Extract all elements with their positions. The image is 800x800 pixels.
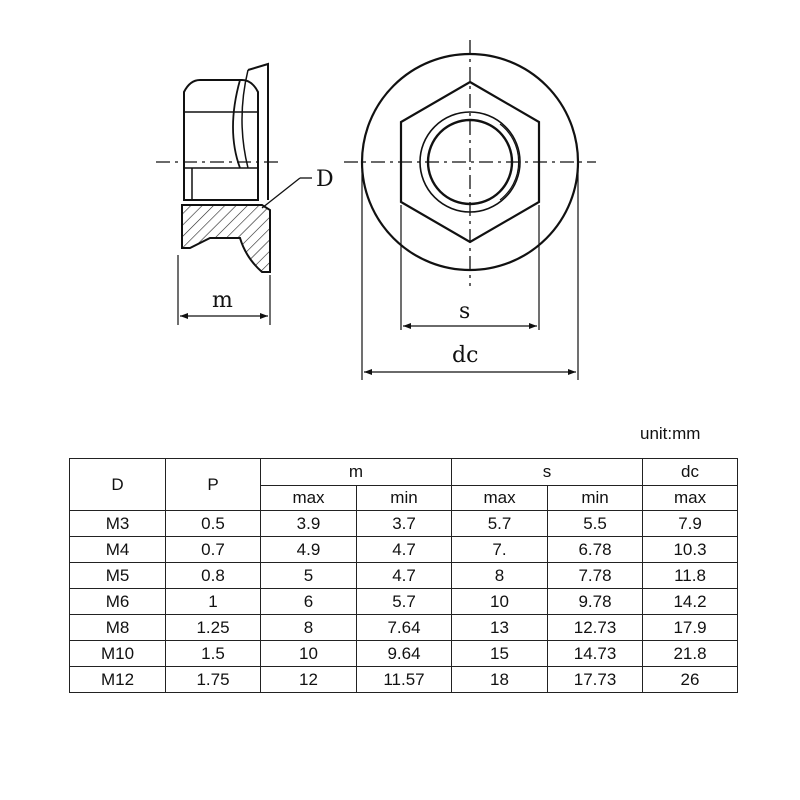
cell-dc-max: 10.3 [643,537,738,563]
cell-m-min: 4.7 [357,537,452,563]
cell-P: 0.8 [166,563,261,589]
header-s: s [452,459,643,486]
header-m-max: max [261,486,357,511]
table-row [70,641,738,667]
cell-P: 1.25 [166,615,261,641]
cell-D: M10 [70,641,166,667]
cell-dc-max: 11.8 [643,563,738,589]
cell-m-min: 7.64 [357,615,452,641]
label-dc: dc [452,343,479,368]
cell-m-max: 8 [261,615,357,641]
cell-dc-max: 14.2 [643,589,738,615]
header-D: D [70,459,166,511]
front-view [344,40,596,380]
cell-s-min: 12.73 [548,615,643,641]
side-view [156,64,312,325]
cell-D: M6 [70,589,166,615]
cell-m-min: 4.7 [357,563,452,589]
table-row [70,511,738,537]
cell-s-min: 14.73 [548,641,643,667]
cell-s-min: 17.73 [548,667,643,693]
cell-m-max: 3.9 [261,511,357,537]
cell-dc-max: 7.9 [643,511,738,537]
cell-dc-max: 17.9 [643,615,738,641]
unit-label: unit:mm [640,424,701,443]
cell-dc-max: 21.8 [643,641,738,667]
cell-s-max: 15 [452,641,548,667]
cell-s-max: 7. [452,537,548,563]
spec-table [69,458,738,693]
cell-m-max: 10 [261,641,357,667]
cell-m-max: 4.9 [261,537,357,563]
cell-s-min: 7.78 [548,563,643,589]
header-P: P [166,459,261,511]
cell-m-max: 12 [261,667,357,693]
cell-s-min: 9.78 [548,589,643,615]
cell-D: M8 [70,615,166,641]
cell-s-max: 13 [452,615,548,641]
cell-P: 1.5 [166,641,261,667]
header-m-min: min [357,486,452,511]
table-row [70,589,738,615]
label-m: m [212,288,233,313]
cell-s-min: 6.78 [548,537,643,563]
spec-table-body [70,511,738,693]
cell-D: M12 [70,667,166,693]
cell-P: 1 [166,589,261,615]
table-row [70,563,738,589]
cell-P: 0.7 [166,537,261,563]
cell-s-max: 8 [452,563,548,589]
label-D: D [316,167,334,192]
cell-m-min: 5.7 [357,589,452,615]
cell-D: M4 [70,537,166,563]
cell-D: M3 [70,511,166,537]
header-s-max: max [452,486,548,511]
cell-m-min: 3.7 [357,511,452,537]
cell-s-max: 5.7 [452,511,548,537]
cell-m-max: 5 [261,563,357,589]
label-s: s [459,299,471,324]
cell-s-min: 5.5 [548,511,643,537]
cell-m-min: 9.64 [357,641,452,667]
table-row [70,667,738,693]
cell-D: M5 [70,563,166,589]
header-dc: dc [643,459,738,486]
cell-m-min: 11.57 [357,667,452,693]
table-row [70,537,738,563]
cell-P: 1.75 [166,667,261,693]
header-dc-max: max [643,486,738,511]
cell-P: 0.5 [166,511,261,537]
header-m: m [261,459,452,486]
cell-m-max: 6 [261,589,357,615]
cell-s-max: 10 [452,589,548,615]
header-s-min: min [548,486,643,511]
cell-s-max: 18 [452,667,548,693]
cell-dc-max: 26 [643,667,738,693]
table-row [70,615,738,641]
